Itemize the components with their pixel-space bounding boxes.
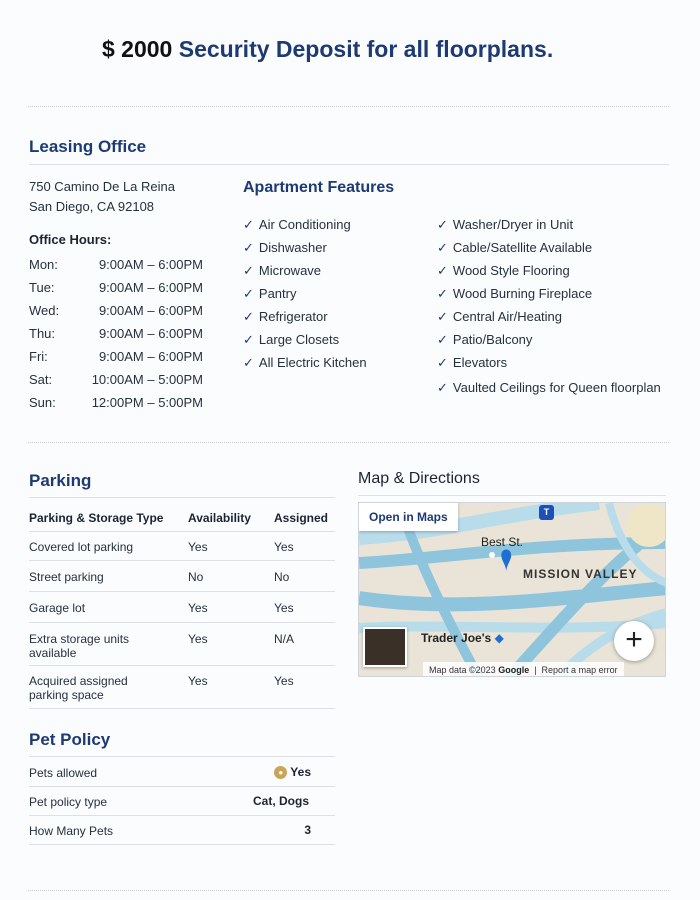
table-row — [29, 592, 335, 623]
map-area-label: MISSION VALLEY — [523, 567, 638, 581]
apartment-features-title: Apartment Features — [243, 179, 395, 196]
report-map-error-link[interactable]: Report a map error — [541, 665, 618, 675]
address-line-2: San Diego, CA 92108 — [29, 199, 155, 214]
check-icon: ✓ — [243, 354, 254, 370]
hours-day: Fri: — [29, 349, 48, 364]
feature-item — [437, 236, 661, 259]
office-hours-list — [29, 257, 209, 418]
hours-time: 12:00PM – 5:00PM — [91, 395, 203, 410]
check-icon: ✓ — [243, 331, 254, 347]
hours-row — [29, 372, 209, 395]
divider — [28, 890, 669, 891]
hours-row — [29, 395, 209, 418]
hours-time: 9:00AM – 6:00PM — [98, 280, 203, 295]
feature-item — [243, 213, 367, 236]
map-street-label: Best St. — [481, 535, 524, 549]
feature-label: Patio/Balcony — [452, 332, 533, 347]
hours-row — [29, 280, 209, 303]
parking-availability: Yes — [188, 632, 208, 646]
parking-type: Covered lot parking — [29, 540, 134, 554]
hours-day: Wed: — [29, 303, 60, 318]
paw-icon: ● — [274, 766, 287, 779]
parking-availability: Yes — [188, 601, 208, 615]
feature-label: Washer/Dryer in Unit — [452, 217, 574, 232]
hours-row — [29, 349, 209, 372]
hours-day: Mon: — [29, 257, 58, 272]
zoom-in-button[interactable]: + — [614, 621, 654, 661]
table-header — [29, 502, 335, 532]
check-icon: ✓ — [243, 216, 254, 232]
feature-label: Central Air/Heating — [452, 309, 563, 324]
check-icon: ✓ — [437, 308, 448, 324]
map-data-text: Map data ©2023 — [429, 665, 496, 675]
feature-item — [243, 236, 367, 259]
hours-time: 9:00AM – 6:00PM — [98, 326, 203, 341]
table-row — [29, 758, 335, 787]
feature-item — [437, 305, 661, 328]
pet-label: Pet policy type — [29, 795, 108, 809]
feature-item — [243, 282, 367, 305]
map-directions-title: Map & Directions — [358, 470, 480, 487]
parking-type: Extra storage units available — [29, 632, 130, 660]
hours-row — [29, 257, 209, 280]
feature-label: Pantry — [258, 286, 297, 301]
office-address — [29, 177, 175, 217]
divider — [28, 106, 669, 107]
pet-value — [274, 765, 311, 779]
map-attribution: Map data ©2023 Google | Report a map error — [423, 662, 624, 677]
security-deposit-headline — [102, 36, 553, 63]
pet-policy-title: Pet Policy — [29, 730, 111, 749]
column-header: Availability — [188, 511, 251, 525]
table-row — [29, 787, 335, 816]
transit-icon: T — [539, 505, 554, 520]
place-thumbnail[interactable] — [363, 627, 407, 667]
feature-label: Refrigerator — [258, 309, 328, 324]
feature-item — [243, 259, 367, 282]
parking-assigned: Yes — [274, 601, 294, 615]
parking-type: Street parking — [29, 570, 104, 584]
parking-availability: Yes — [188, 674, 208, 688]
deposit-amount: $ 2000 — [102, 36, 173, 62]
parking-table — [29, 502, 335, 709]
hours-time: 9:00AM – 6:00PM — [98, 303, 203, 318]
table-row — [29, 666, 335, 709]
feature-item — [437, 328, 661, 351]
feature-label: All Electric Kitchen — [258, 355, 367, 370]
feature-label: Air Conditioning — [258, 217, 351, 232]
feature-label: Wood Burning Fireplace — [452, 286, 593, 301]
feature-label: Vaulted Ceilings for Queen floorplan — [452, 380, 661, 395]
pets-allowed-value: Yes — [290, 765, 311, 779]
pet-value: Cat, Dogs — [252, 794, 309, 808]
check-icon: ✓ — [243, 308, 254, 324]
feature-label: Dishwasher — [258, 240, 327, 255]
parking-title: Parking — [29, 471, 92, 490]
check-icon: ✓ — [437, 262, 448, 278]
parking-assigned: No — [274, 570, 290, 584]
table-row — [29, 623, 335, 666]
feature-label: Wood Style Flooring — [452, 263, 570, 278]
check-icon: ✓ — [243, 285, 254, 301]
parking-type: Acquired assigned parking space — [29, 674, 128, 702]
features-column-2 — [437, 213, 661, 399]
feature-item — [243, 328, 367, 351]
feature-item — [437, 213, 661, 236]
check-icon: ✓ — [437, 285, 448, 301]
feature-item — [437, 282, 661, 305]
check-icon: ✓ — [243, 239, 254, 255]
map-poi-label[interactable] — [421, 631, 504, 645]
leasing-office-title: Leasing Office — [29, 137, 147, 156]
map-embed[interactable] — [358, 502, 666, 677]
parking-availability: No — [188, 570, 204, 584]
divider — [29, 164, 669, 165]
google-text: Google — [498, 665, 530, 675]
feature-item — [243, 305, 367, 328]
feature-label: Cable/Satellite Available — [452, 240, 593, 255]
feature-label: Microwave — [258, 263, 322, 278]
check-icon: ✓ — [243, 262, 254, 278]
parking-assigned: Yes — [274, 674, 294, 688]
parking-availability: Yes — [188, 540, 208, 554]
pet-policy-table — [29, 758, 335, 845]
features-column-1 — [243, 213, 367, 374]
feature-item — [437, 259, 661, 282]
divider — [29, 497, 335, 498]
deposit-text: Security Deposit for all floorplans. — [178, 36, 554, 62]
bird-icon: ◆ — [494, 631, 504, 645]
feature-label: Large Closets — [258, 332, 340, 347]
table-row — [29, 532, 335, 561]
parking-type: Garage lot — [29, 601, 86, 615]
address-line-1: 750 Camino De La Reina — [29, 179, 175, 194]
divider — [28, 442, 669, 443]
feature-item — [243, 351, 367, 374]
hours-time: 9:00AM – 6:00PM — [98, 349, 203, 364]
hours-row — [29, 303, 209, 326]
column-header: Parking & Storage Type — [29, 511, 164, 525]
hours-time: 9:00AM – 6:00PM — [98, 257, 203, 272]
hours-day: Tue: — [29, 280, 55, 295]
hours-day: Sat: — [29, 372, 53, 387]
poi-name: Trader Joe's — [421, 631, 492, 645]
table-row — [29, 816, 335, 845]
feature-label: Elevators — [452, 355, 508, 370]
feature-item — [437, 376, 661, 399]
check-icon: ✓ — [437, 354, 448, 370]
pet-label: How Many Pets — [29, 824, 114, 838]
hours-day: Thu: — [29, 326, 56, 341]
office-hours-title: Office Hours: — [29, 232, 112, 247]
check-icon: ✓ — [437, 239, 448, 255]
divider — [358, 495, 666, 496]
divider — [29, 756, 335, 757]
column-header: Assigned — [274, 511, 329, 525]
check-icon: ✓ — [437, 216, 448, 232]
parking-assigned: Yes — [274, 540, 294, 554]
check-icon: ✓ — [437, 379, 448, 395]
hours-row — [29, 326, 209, 349]
pet-value: 3 — [304, 823, 311, 837]
feature-item — [437, 351, 661, 374]
parking-assigned: N/A — [274, 632, 295, 646]
hours-time: 10:00AM – 5:00PM — [91, 372, 203, 387]
open-in-maps-button[interactable]: Open in Maps — [359, 503, 458, 531]
hours-day: Sun: — [29, 395, 56, 410]
check-icon: ✓ — [437, 331, 448, 347]
table-row — [29, 561, 335, 592]
pet-label: Pets allowed — [29, 766, 98, 780]
